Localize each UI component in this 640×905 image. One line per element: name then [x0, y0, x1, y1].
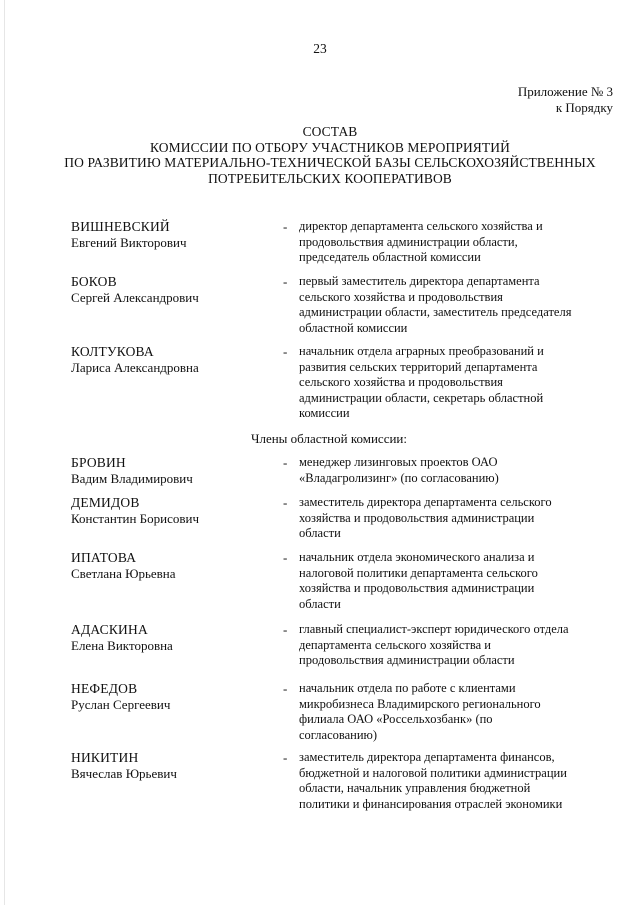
member-surname: НИКИТИН [71, 750, 139, 765]
role-line: продовольствия администрации области, [299, 234, 518, 249]
role-line: области [299, 526, 341, 540]
role-line: начальник отдела аграрных преобразований и [299, 344, 544, 358]
role-line: налоговой политики департамента сельского [299, 565, 538, 580]
role-line: областной комиссии [299, 320, 408, 335]
scan-edge-line [4, 0, 5, 905]
dash-separator: - [283, 622, 288, 637]
member-given-name: Константин Борисович [71, 510, 199, 526]
member-name [71, 455, 271, 486]
member-given-name: Вадим Владимирович [71, 470, 193, 486]
role-line: департамента сельского хозяйства и [299, 637, 491, 652]
member-given-name: Сергей Александрович [71, 289, 199, 305]
member-role [299, 622, 589, 669]
member-given-name: Светлана Юрьевна [71, 565, 176, 581]
member-role [299, 750, 589, 812]
appendix-reference [518, 84, 613, 116]
member-name [71, 495, 271, 526]
member-name [71, 219, 271, 250]
dash-separator: - [283, 495, 288, 510]
role-line: начальник отдела экономического анализа и [299, 550, 535, 564]
member-surname: БРОВИН [71, 455, 126, 470]
appendix-to-order: к Порядку [555, 100, 613, 115]
member-surname: БОКОВ [71, 274, 117, 289]
role-line: согласованию) [299, 727, 378, 742]
role-line: области, начальник управления бюджетной [299, 781, 531, 795]
dash-separator: - [283, 750, 288, 765]
members-heading: Члены областной комиссии: [251, 431, 407, 446]
member-given-name: Руслан Сергеевич [71, 696, 171, 712]
member-name [71, 622, 271, 653]
member-name [71, 681, 271, 712]
member-surname: КОЛТУКОВА [71, 344, 154, 359]
role-line: хозяйства и продовольствия администрации [299, 510, 535, 525]
member-role [299, 219, 589, 266]
role-line: политики и финансирования отраслей экономики [299, 796, 563, 811]
role-line: филиала ОАО «Россельхозбанк» (по [299, 712, 493, 726]
member-role [299, 274, 589, 336]
member-given-name: Евгений Викторович [71, 234, 187, 250]
role-line: начальник отдела по работе с клиентами [299, 681, 516, 695]
member-surname: ИПАТОВА [71, 550, 137, 565]
role-line: администрации области, секретарь областной [299, 390, 544, 405]
member-role [299, 681, 589, 743]
member-role [299, 344, 589, 422]
dash-separator: - [283, 550, 288, 565]
role-line: сельского хозяйства и продовольствия [299, 289, 503, 304]
role-line: микробизнеса Владимирского регионального [299, 696, 541, 711]
role-line: директор департамента сельского хозяйства и [299, 219, 543, 233]
member-surname: ВИШНЕВСКИЙ [71, 219, 170, 234]
role-line: продовольствия администрации области [299, 653, 515, 667]
member-given-name: Вячеслав Юрьевич [71, 765, 177, 781]
role-line: администрации области, заместитель председателя [299, 305, 572, 319]
title-line-2: КОМИССИИ ПО ОТБОРУ УЧАСТНИКОВ МЕРОПРИЯТИЙ [150, 139, 510, 155]
role-line: заместитель директора департамента финансов, [299, 750, 555, 764]
role-line: сельского хозяйства и продовольствия [299, 375, 503, 389]
role-line: «Владагролизинг» (по согласованию) [299, 470, 499, 485]
member-given-name: Елена Викторовна [71, 637, 173, 653]
role-line: комиссии [299, 406, 350, 420]
document-title [40, 124, 620, 186]
title-line-3: ПО РАЗВИТИЮ МАТЕРИАЛЬНО-ТЕХНИЧЕСКОЙ БАЗЫ СЕЛЬСКОХОЗЯЙСТВЕННЫХ [64, 155, 596, 170]
dash-separator: - [283, 219, 288, 234]
title-line-4: ПОТРЕБИТЕЛЬСКИХ КООПЕРАТИВОВ [208, 170, 452, 186]
role-line: хозяйства и продовольствия администрации [299, 581, 535, 595]
member-surname: ДЕМИДОВ [71, 495, 140, 510]
role-line: председатель областной комиссии [299, 250, 481, 264]
dash-separator: - [283, 455, 288, 470]
role-line: бюджетной и налоговой политики администрации [299, 765, 567, 780]
title-line-1: СОСТАВ [302, 124, 358, 139]
page-number: 23 [313, 41, 327, 56]
role-line: заместитель директора департамента сельского [299, 495, 552, 509]
role-line: первый заместитель директора департамента [299, 274, 540, 288]
member-name [71, 274, 271, 305]
member-given-name: Лариса Александровна [71, 359, 199, 375]
dash-separator: - [283, 681, 288, 696]
dash-separator: - [283, 274, 288, 289]
member-name [71, 550, 271, 581]
role-line: области [299, 596, 341, 611]
role-line: развития сельских территорий департамента [299, 359, 538, 374]
member-role [299, 495, 589, 542]
member-name [71, 750, 271, 781]
member-surname: НЕФЕДОВ [71, 681, 138, 696]
member-surname: АДАСКИНА [71, 622, 148, 637]
role-line: менеджер лизинговых проектов ОАО [299, 455, 498, 469]
member-role [299, 455, 589, 486]
appendix-number: Приложение № 3 [517, 84, 613, 99]
member-name [71, 344, 271, 375]
member-role [299, 550, 589, 612]
dash-separator: - [283, 344, 288, 359]
role-line: главный специалист-эксперт юридического отдела [299, 622, 569, 636]
